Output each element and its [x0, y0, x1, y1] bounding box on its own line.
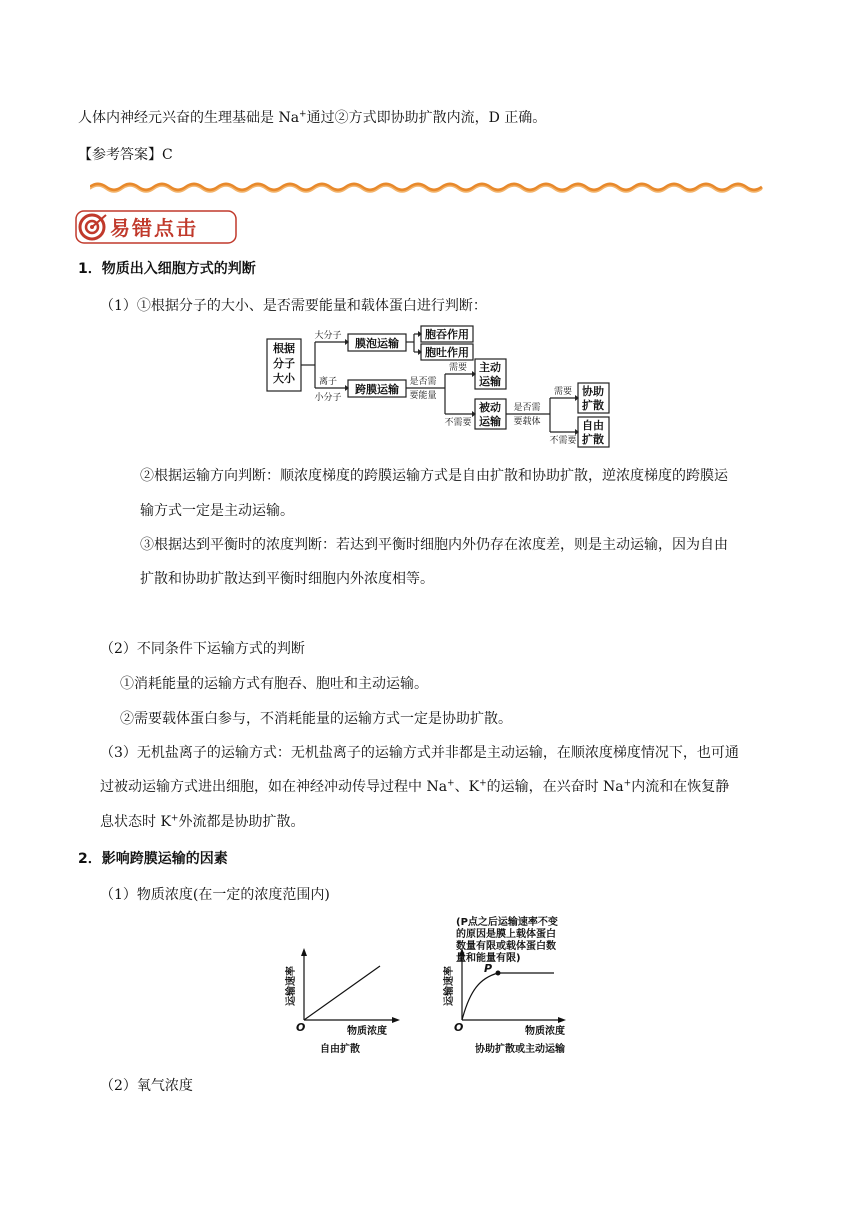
- right-caption: 协助扩散或主动运输: [475, 1044, 565, 1055]
- section2-item2: （2）氧气浓度: [100, 1078, 193, 1094]
- left-origin: O: [296, 1021, 306, 1034]
- transport-classification-diagram: [265, 322, 615, 450]
- right-origin: O: [454, 1021, 464, 1034]
- section-badge: [74, 209, 238, 245]
- section2-heading: 2．影响跨膜运输的因素: [78, 851, 228, 867]
- vesicle-box: 膜泡运输: [355, 337, 399, 350]
- passive-box-2: 运输: [479, 415, 501, 428]
- free-diffusion-line: [304, 966, 380, 1020]
- label-no-need: 不需要: [444, 418, 472, 428]
- right-xlabel: 物质浓度: [525, 1026, 565, 1037]
- badge-label: 易错点击: [110, 216, 198, 240]
- section1-item2-1: ①消耗能量的运输方式有胞吞、胞吐和主动运输。: [120, 676, 428, 692]
- section1-item2: （2）不同条件下运输方式的判断: [100, 641, 305, 657]
- point-p: [496, 971, 501, 976]
- left-caption: 自由扩散: [320, 1044, 360, 1055]
- reference-answer: 【参考答案】C: [78, 147, 173, 163]
- root-label-3: 大小: [273, 372, 295, 385]
- label-energy-q2: 要能量: [409, 391, 437, 401]
- wavy-divider: [90, 180, 770, 194]
- saturation-curve: [462, 973, 554, 1020]
- label-macromolecule: 大分子: [314, 331, 342, 341]
- root-label-2: 分子: [273, 357, 295, 370]
- exocytosis-box: 胞吐作用: [425, 346, 469, 359]
- active-box-1: 主动: [479, 361, 501, 374]
- section1-item3-b: 过被动运输方式进出细胞，如在神经冲动传导过程中 Na+、K+的运输，在兴奋时 Na+内流和在恢复静: [100, 778, 730, 795]
- p-label: P: [484, 962, 493, 975]
- note-line-3: 数量有限或载体蛋白数: [456, 941, 556, 952]
- label-carrier-q1: 是否需: [513, 403, 541, 413]
- explanation-text: 人体内神经元兴奋的生理基础是 Na+通过②方式即协助扩散内流，D 正确。: [78, 109, 547, 126]
- note-line-1: (P点之后运输速率不变: [456, 917, 558, 928]
- label-need-2: 需要: [553, 387, 573, 397]
- section1-item3-c: 息状态时 K+外流都是协助扩散。: [100, 813, 305, 830]
- root-label-1: 根据: [273, 342, 295, 355]
- section1-item1-3b: 扩散和协助扩散达到平衡时细胞内外浓度相等。: [140, 571, 434, 587]
- section1-item1-2a: ②根据运输方向判断：顺浓度梯度的跨膜运输方式是自由扩散和协助扩散，逆浓度梯度的跨膜运: [140, 468, 728, 484]
- free-box-2: 扩散: [582, 433, 604, 446]
- label-need: 需要: [448, 363, 468, 373]
- left-xlabel: 物质浓度: [347, 1026, 387, 1037]
- facilitated-box-1: 协助: [582, 385, 604, 398]
- section1-heading: 1．物质出入细胞方式的判断: [78, 261, 256, 277]
- note-line-2: 的原因是膜上载体蛋白: [456, 929, 556, 940]
- label-small-molecule: 小分子: [314, 393, 342, 403]
- section2-item1: （1）物质浓度(在一定的浓度范围内): [100, 887, 330, 903]
- passive-box-1: 被动: [479, 401, 501, 414]
- facilitated-box-2: 扩散: [582, 399, 604, 412]
- section1-item2-2: ②需要载体蛋白参与，不消耗能量的运输方式一定是协助扩散。: [120, 711, 512, 727]
- label-ion: 离子: [318, 377, 338, 387]
- section1-item3-a: （3）无机盐离子的运输方式：无机盐离子的运输方式并非都是主动运输，在顺浓度梯度情况下，也可通: [100, 745, 739, 761]
- label-no-need-2: 不需要: [549, 436, 577, 446]
- active-box-2: 运输: [479, 375, 501, 388]
- right-ylabel: 运输速率: [444, 966, 455, 1006]
- section1-item1-3a: ③根据达到平衡时的浓度判断：若达到平衡时细胞内外仍存在浓度差，则是主动运输，因为自由: [140, 537, 728, 553]
- note-line-4: 量和能量有限): [456, 953, 521, 964]
- section1-item1-2b: 输方式一定是主动运输。: [140, 503, 294, 519]
- label-energy-q1: 是否需: [409, 377, 437, 387]
- left-ylabel: 运输速率: [286, 966, 297, 1006]
- free-box-1: 自由: [582, 419, 604, 432]
- endocytosis-box: 胞吞作用: [425, 328, 469, 341]
- section1-item1: （1）①根据分子的大小、是否需要能量和载体蛋白进行判断：: [100, 298, 487, 314]
- transmembrane-box: 跨膜运输: [355, 383, 399, 396]
- label-carrier-q2: 要载体: [513, 417, 541, 427]
- concentration-rate-graphs: [270, 910, 590, 1060]
